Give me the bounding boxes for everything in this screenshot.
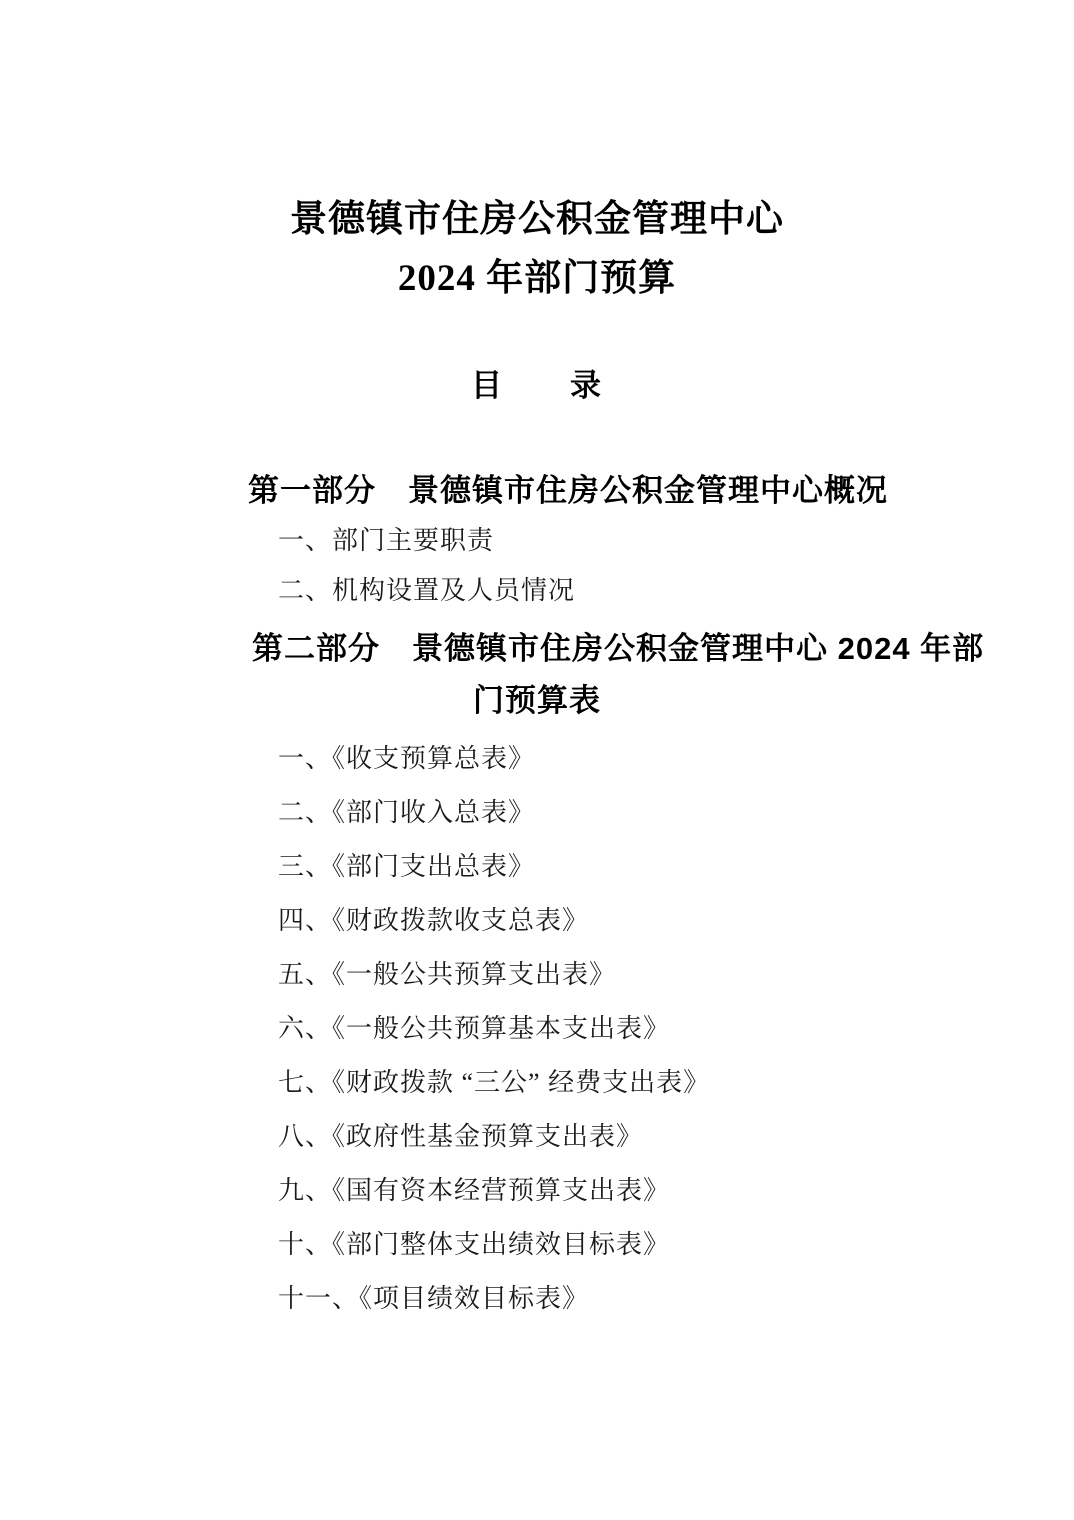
part2-heading-line1: 第二部分 景德镇市住房公积金管理中心 2024 年部 [252,631,985,666]
part2-item-list [0,743,1074,1315]
toc-item-part2-9: 九、《国有资本经营预算支出表》 [278,1176,671,1205]
document-title [0,190,1074,308]
document-title-line1: 景德镇市住房公积金管理中心 [290,199,784,240]
toc-item-part2-2: 二、《部门收入总表》 [278,798,536,827]
toc-item-part2-8: 八、《政府性基金预算支出表》 [278,1122,644,1151]
toc-item-part2-11: 十一、《项目绩效目标表》 [278,1284,590,1313]
toc-item-part2-5: 五、《一般公共预算支出表》 [278,960,617,989]
toc-item-part2-4: 四、《财政拨款收支总表》 [278,906,590,935]
part2-heading [0,633,1074,717]
toc-item-part1-1: 一、部门主要职责 [278,526,495,555]
toc-item-part2-1: 一、《收支预算总表》 [278,744,536,773]
part1-heading: 第一部分 景德镇市住房公积金管理中心概况 [248,473,888,508]
part2-heading-line2: 门预算表 [473,683,601,718]
toc-item-part2-10: 十、《部门整体支出绩效目标表》 [278,1230,671,1259]
document-title-line2: 2024 年部门预算 [397,258,677,299]
toc-title: 目 录 [471,368,603,403]
toc-item-part2-3: 三、《部门支出总表》 [278,852,536,881]
toc-item-part2-6: 六、《一般公共预算基本支出表》 [278,1014,671,1043]
toc-item-part1-2: 二、机构设置及人员情况 [278,576,576,605]
part1-item-list [0,525,1074,607]
toc-item-part2-7: 七、《财政拨款 “三公” 经费支出表》 [278,1068,711,1097]
